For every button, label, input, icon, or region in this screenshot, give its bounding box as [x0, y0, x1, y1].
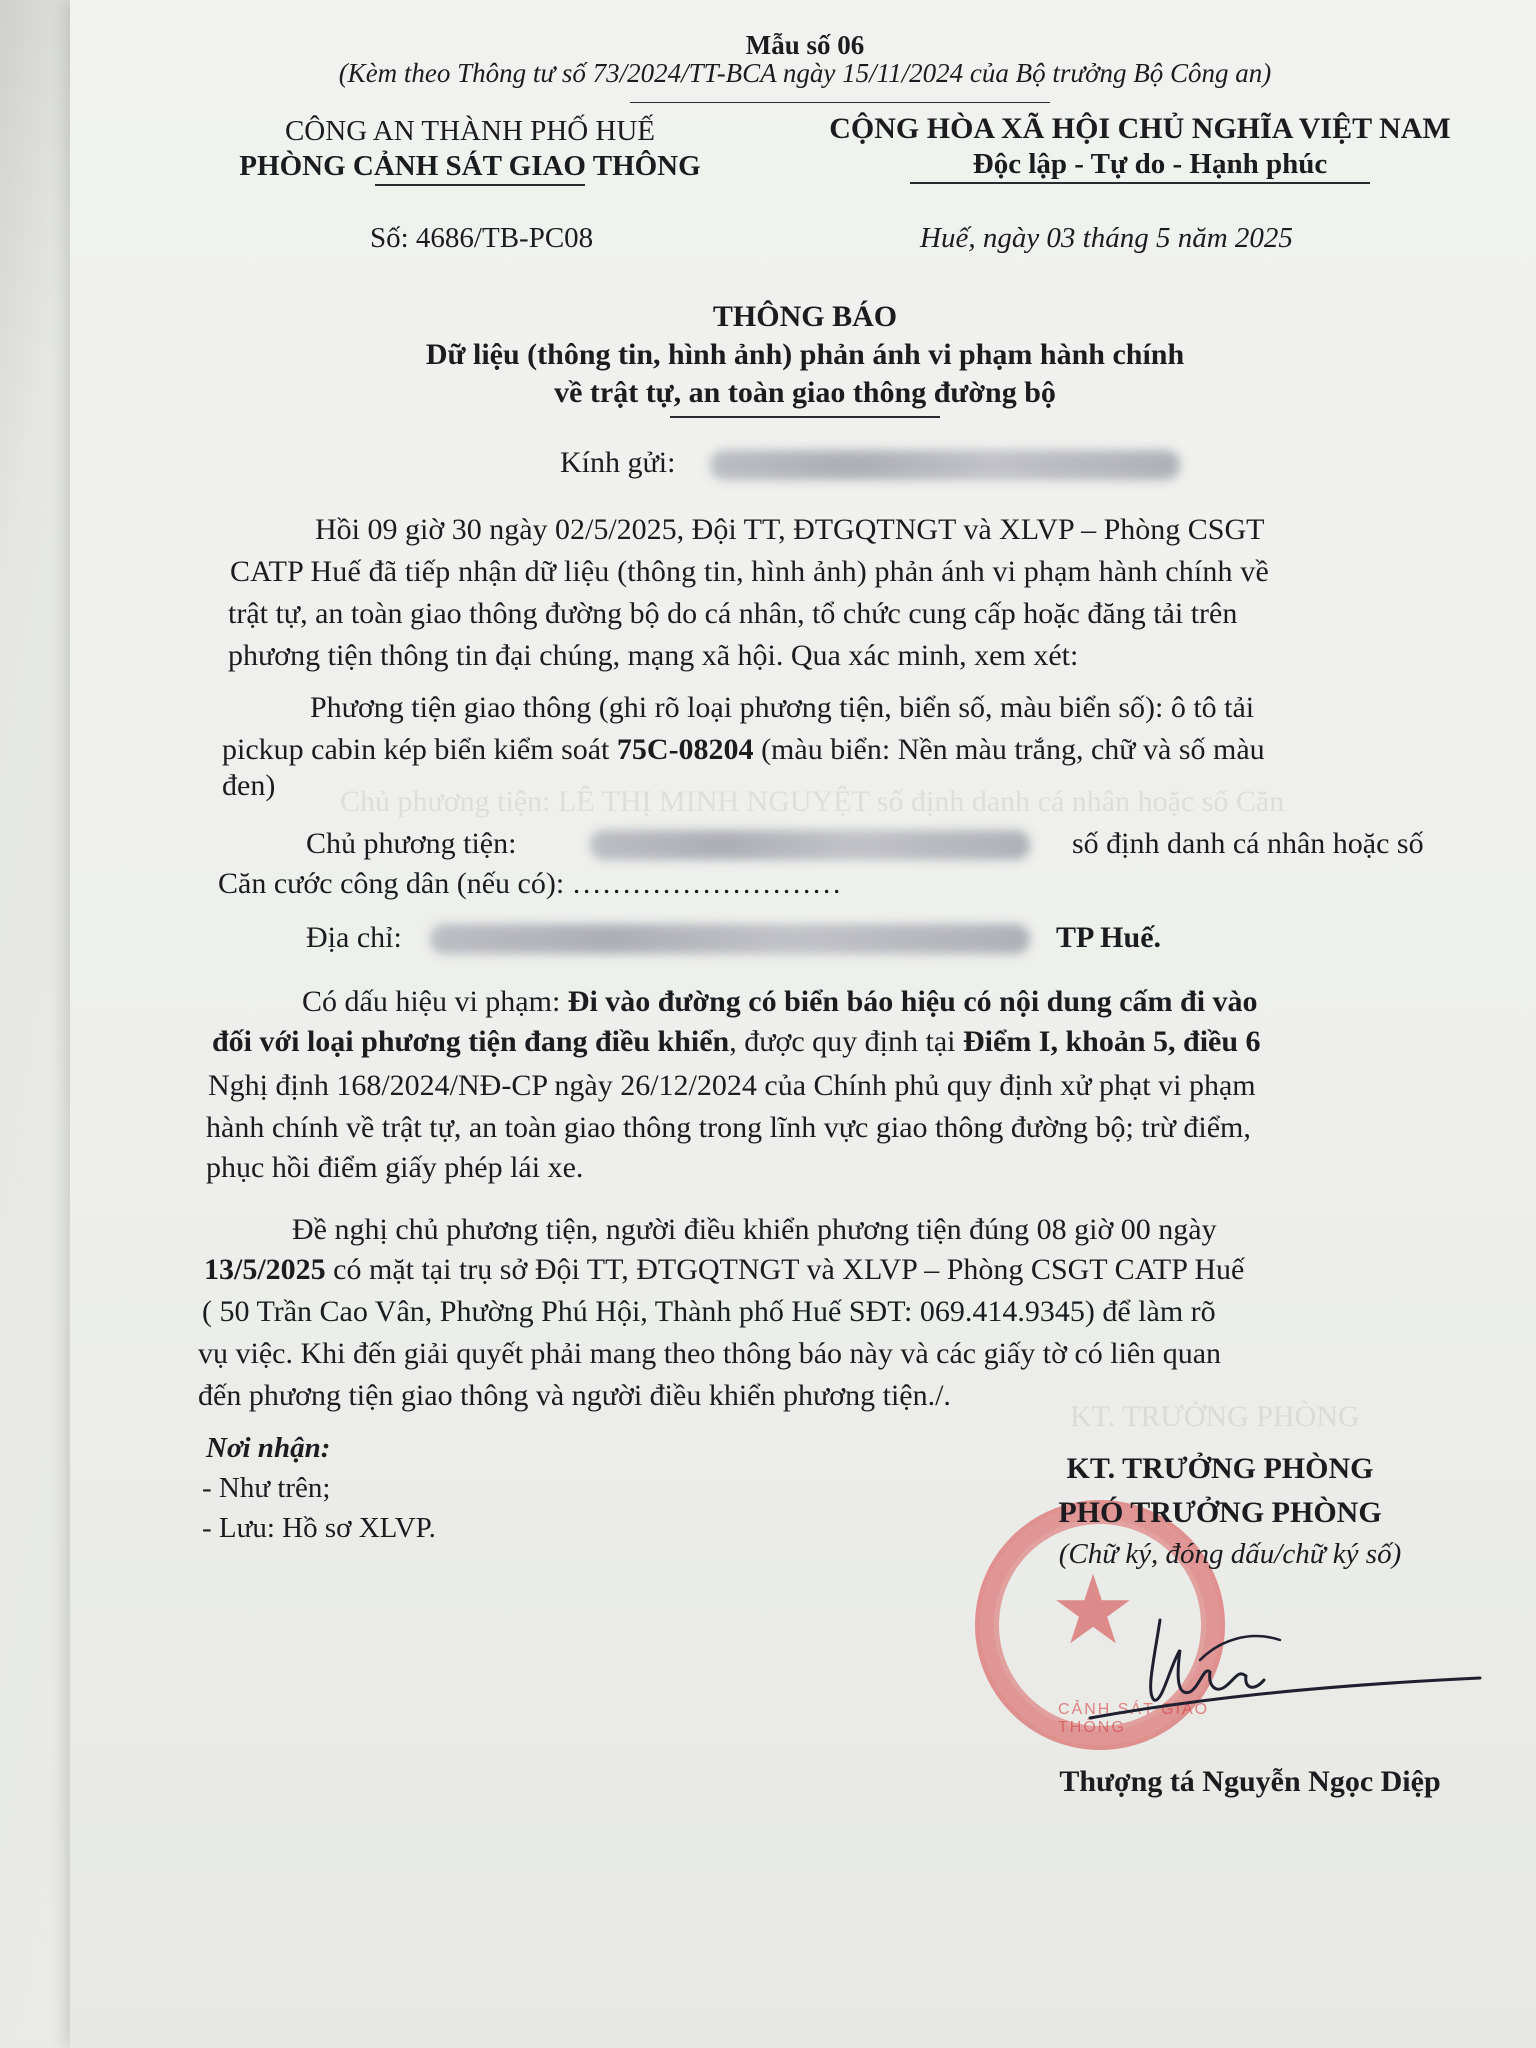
place-date: Huế, ngày 03 tháng 5 năm 2025	[920, 222, 1293, 254]
notice-title: THÔNG BÁO	[712, 300, 898, 333]
signer-name: Thượng tá Nguyễn Ngọc Diệp	[1059, 1765, 1441, 1798]
violation-text-bold: Điểm I, khoản 5, điều 6	[963, 1025, 1261, 1058]
address-label: Địa chỉ:	[306, 921, 402, 954]
seal-text: CẢNH SÁT GIAO THÔNG	[1058, 1701, 1210, 1736]
handwritten-signature	[1050, 1600, 1510, 1730]
show-through-text: KT. TRƯỞNG PHÒNG	[1070, 1400, 1360, 1433]
agency-name: CÔNG AN THÀNH PHỐ HUẾ	[284, 115, 656, 147]
vehicle-line: đen)	[222, 769, 276, 802]
violation-text: Có dấu hiệu vi phạm:	[302, 985, 568, 1018]
request-line: ( 50 Trần Cao Vân, Phường Phú Hội, Thành phố Huế SĐT: 069.414.9345) để làm rõ	[202, 1295, 1216, 1328]
violation-line	[302, 982, 1258, 1022]
signature-note: (Chữ ký, đóng dấu/chữ ký số)	[1058, 1538, 1402, 1570]
document-page	[70, 0, 1536, 2048]
divider	[630, 102, 1050, 103]
violation-line	[212, 1022, 1261, 1062]
owner-tail: số định danh cá nhân hoặc số	[1072, 827, 1424, 860]
recipient-label: Kính gửi:	[560, 446, 676, 479]
nation-title: CỘNG HÒA XÃ HỘI CHỦ NGHĨA VIỆT NAM	[829, 112, 1451, 145]
show-through-text: Chủ phương tiện: LÊ THỊ MINH NGUYỆT số định danh cá nhân hoặc số Căn	[340, 785, 1285, 818]
violation-text: , được quy định tại	[729, 1025, 963, 1058]
paragraph-line: Hồi 09 giờ 30 ngày 02/5/2025, Đội TT, ĐTGQTNGT và XLVP – Phòng CSGT	[315, 513, 1265, 546]
notice-underline	[670, 416, 940, 418]
id-line: Căn cước công dân (nếu có): ………………………	[218, 867, 842, 900]
recipients-item: - Như trên;	[202, 1472, 331, 1504]
form-title: Mẫu số 06	[745, 30, 865, 60]
signature-deputy: PHÓ TRƯỞNG PHÒNG	[1058, 1496, 1382, 1529]
request-line: Đề nghị chủ phương tiện, người điều khiển phương tiện đúng 08 giờ 00 ngày	[292, 1213, 1217, 1246]
form-subtitle: (Kèm theo Thông tư số 73/2024/TT-BCA ngày 15/11/2024 của Bộ trưởng Bộ Công an)	[338, 58, 1272, 88]
notice-subtitle-line2: về trật tự, an toàn giao thông đường bộ	[554, 376, 1056, 409]
violation-text-bold: Đi vào đường có biển báo hiệu có nội dung cấm đi vào	[567, 985, 1258, 1018]
motto-underline	[910, 182, 1370, 184]
request-line: vụ việc. Khi đến giải quyết phải mang theo thông báo này và các giấy tờ có liên quan	[198, 1337, 1222, 1370]
redacted-address	[430, 924, 1030, 954]
address-tail: TP Huế.	[1056, 921, 1162, 954]
agency-underline	[375, 184, 585, 186]
vehicle-line	[222, 730, 1265, 770]
owner-label: Chủ phương tiện:	[306, 827, 517, 860]
paragraph-line: trật tự, an toàn giao thông đường bộ do cá nhân, tổ chức cung cấp hoặc đăng tải trên	[228, 597, 1238, 630]
notice-subtitle-line1: Dữ liệu (thông tin, hình ảnh) phản ánh vi phạm hành chính	[425, 338, 1185, 371]
vehicle-line: Phương tiện giao thông (ghi rõ loại phương tiện, biển số, màu biển số): ô tô tải	[310, 691, 1255, 724]
request-line	[204, 1250, 1244, 1290]
request-line: đến phương tiện giao thông và người điều khiển phương tiện./.	[198, 1379, 951, 1412]
paragraph-line: CATP Huế đã tiếp nhận dữ liệu (thông tin, hình ảnh) phản ánh vi phạm hành chính về	[230, 555, 1269, 588]
agency-department: PHÒNG CẢNH SÁT GIAO THÔNG	[239, 150, 701, 182]
redacted-owner	[590, 830, 1030, 860]
star-icon: ★	[1050, 1557, 1137, 1664]
vehicle-text: pickup cabin kép biển kiểm soát	[222, 733, 617, 766]
violation-line: hành chính về trật tự, an toàn giao thông trong lĩnh vực giao thông đường bộ; trừ điểm,	[206, 1111, 1251, 1144]
vehicle-text: (màu biển: Nền màu trắng, chữ và số màu	[753, 733, 1265, 766]
violation-text-bold: đối với loại phương tiện đang điều khiển	[212, 1025, 730, 1058]
violation-line: Nghị định 168/2024/NĐ-CP ngày 26/12/2024 của Chính phủ quy định xử phạt vi phạm	[208, 1069, 1256, 1102]
document-number: Số: 4686/TB-PC08	[370, 222, 594, 254]
signature-title: KT. TRƯỞNG PHÒNG	[1066, 1452, 1374, 1485]
recipients-item: - Lưu: Hồ sơ XLVP.	[202, 1512, 436, 1544]
violation-line: phục hồi điểm giấy phép lái xe.	[206, 1151, 584, 1184]
nation-motto: Độc lập - Tự do - Hạnh phúc	[972, 148, 1328, 180]
paragraph-line: phương tiện thông tin đại chúng, mạng xã hội. Qua xác minh, xem xét:	[228, 639, 1079, 672]
request-text: có mặt tại trụ sở Đội TT, ĐTGQTNGT và XLVP – Phòng CSGT CATP Huế	[325, 1253, 1245, 1286]
recipients-title: Nơi nhận:	[206, 1432, 331, 1464]
request-date: 13/5/2025	[204, 1253, 326, 1286]
license-plate: 75C-08204	[616, 733, 754, 766]
redacted-recipient	[710, 450, 1180, 480]
